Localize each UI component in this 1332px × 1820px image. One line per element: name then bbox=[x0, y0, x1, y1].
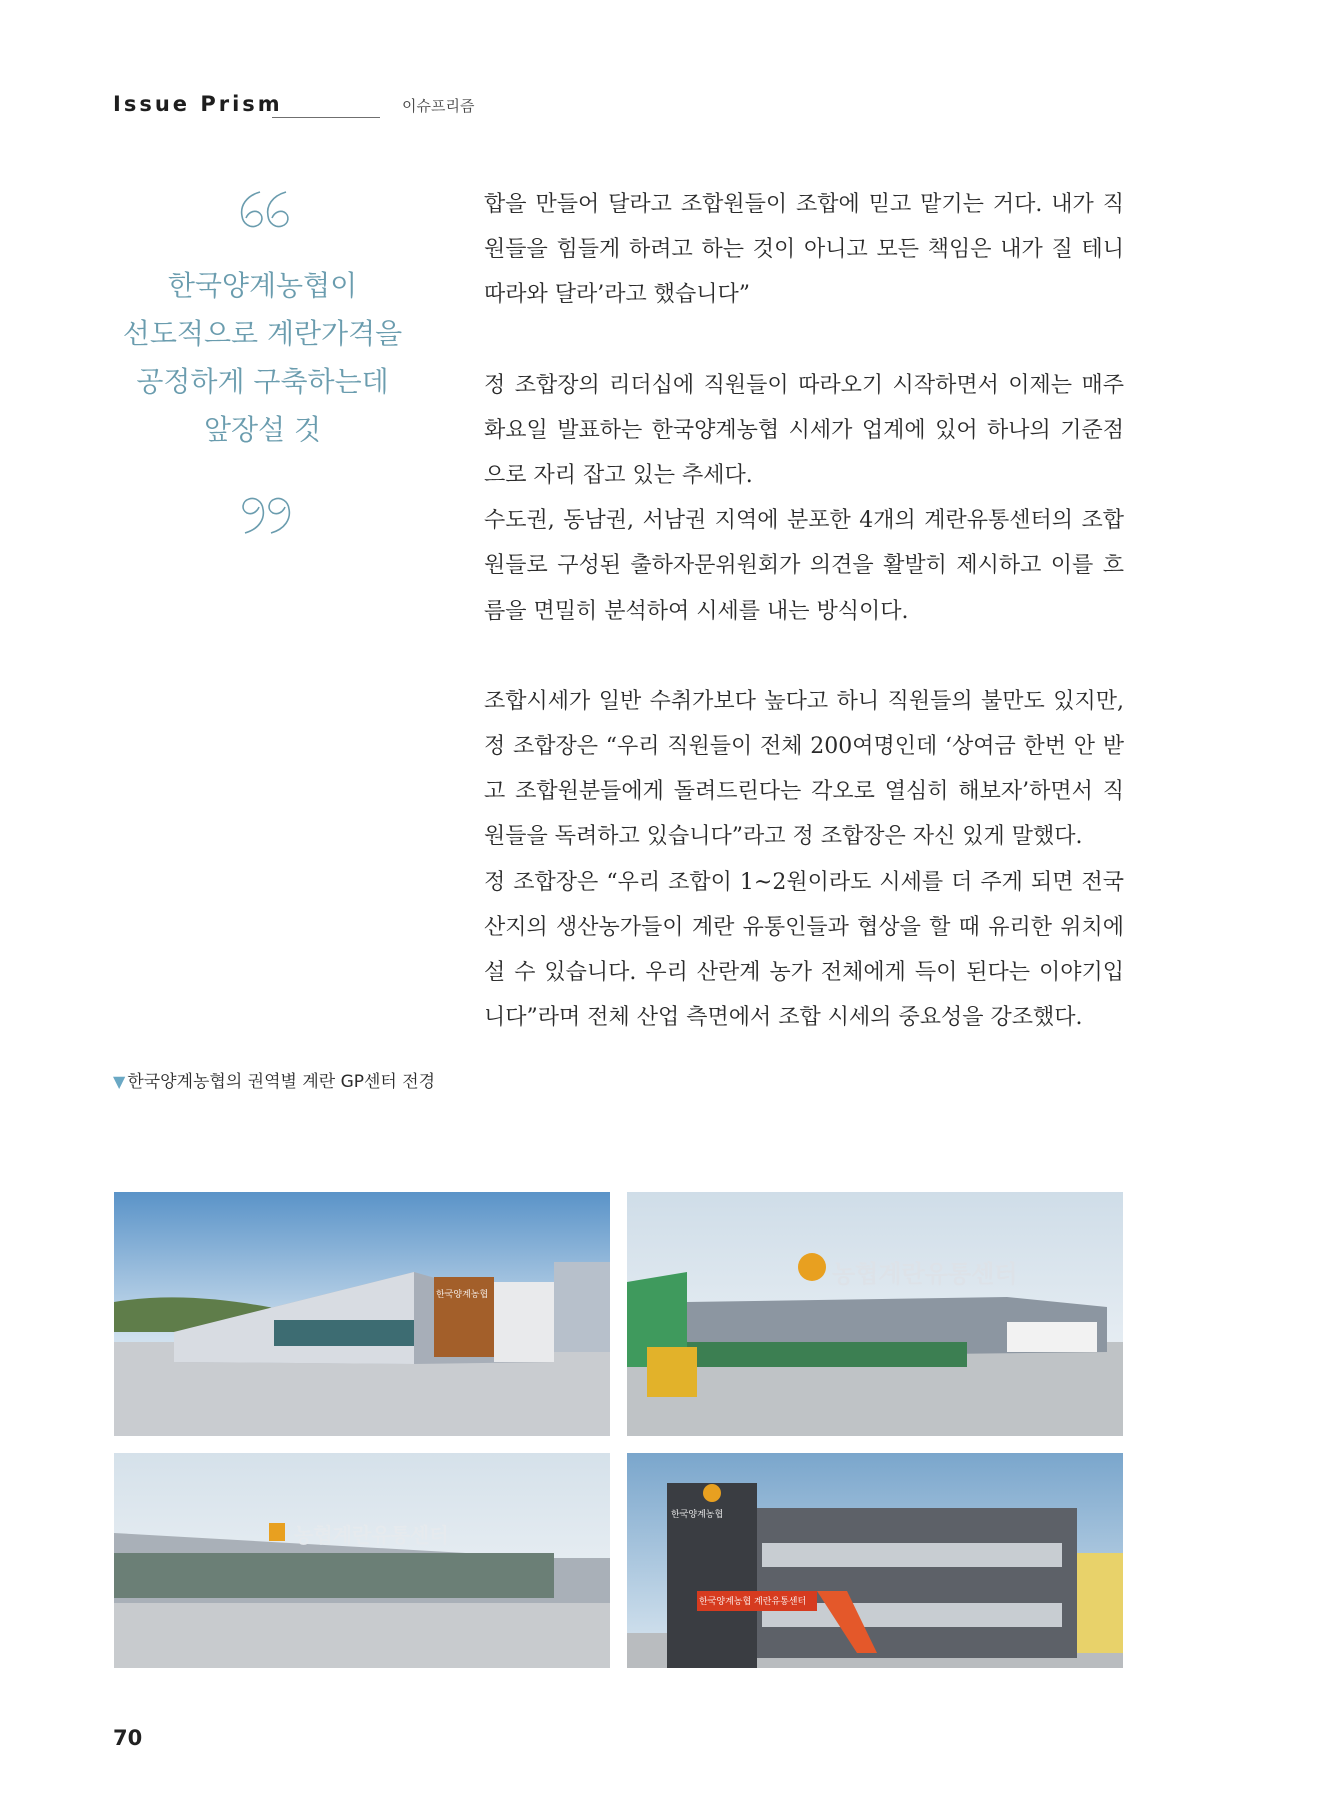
article-body bbox=[484, 182, 1124, 1040]
photo-caption bbox=[113, 1068, 443, 1096]
header-divider bbox=[272, 117, 380, 118]
section-title-ko: 이슈프리즘 bbox=[402, 97, 475, 115]
building-sign: 한국양계농협 bbox=[671, 1510, 724, 1520]
gp-center-photo-3 bbox=[114, 1453, 610, 1668]
pull-quote bbox=[100, 262, 425, 454]
building-sign: 농협계란유통센터 bbox=[294, 1523, 449, 1547]
gp-center-photo-4 bbox=[627, 1453, 1123, 1668]
caption-text: 한국양계농협의 권역별 계란 GP센터 전경 bbox=[127, 1072, 436, 1092]
page-number: 70 bbox=[113, 1726, 143, 1750]
pull-quote-line: 한국양계농협이 bbox=[167, 269, 358, 302]
building-sign: 한국양계농협 bbox=[436, 1290, 489, 1300]
paragraph: 조합시세가 일반 수취가보다 높다고 하니 직원들의 불만도 있지만, 정 조합장은 “우리 직원들이 전체 200여명인데 ‘상여금 한번 안 받고 조합원분들에게 돌려드린다는 각오로 열심히 해보자’하면서 직원들을 독려하고 있습니다”라고 정 조합장은 자신 있게 말했다. bbox=[484, 688, 1124, 850]
pull-quote-line: 선도적으로 계란가격을 bbox=[122, 317, 403, 350]
pull-quote-line: 공정하게 구축하는데 bbox=[136, 365, 389, 398]
gp-center-photo-1 bbox=[114, 1192, 610, 1436]
building-sign: 농협계란유통센터 bbox=[832, 1260, 1018, 1288]
paragraph: 합을 만들어 달라고 조합원들이 조합에 믿고 맡기는 거다. 내가 직원들을 힘들게 하려고 하는 것이 아니고 모든 책임은 내가 질 테니 따라와 달라’라고 했습니다” bbox=[484, 192, 1124, 308]
close-quote-icon bbox=[239, 493, 295, 537]
gp-center-photo-2 bbox=[627, 1192, 1123, 1436]
paragraph: 정 조합장의 리더십에 직원들이 따라오기 시작하면서 이제는 매주 화요일 발표하는 한국양계농협 시세가 업계에 있어 하나의 기준점으로 자리 잡고 있는 추세다. bbox=[484, 372, 1124, 489]
open-quote-icon bbox=[236, 188, 292, 232]
pull-quote-line: 앞장설 것 bbox=[203, 413, 322, 446]
section-title-en: Issue Prism bbox=[113, 92, 283, 116]
caption-marker-icon: ▼ bbox=[113, 1072, 126, 1091]
paragraph: 수도권, 동남권, 서남권 지역에 분포한 4개의 계란유통센터의 조합원들로 구성된 출하자문위원회가 의견을 활발히 제시하고 이를 흐름을 면밀히 분석하여 시세를 내는 방식이다. bbox=[484, 508, 1124, 624]
paragraph: 정 조합장은 “우리 조합이 1~2원이라도 시세를 더 주게 되면 전국 산지의 생산농가들이 계란 유통인들과 협상을 할 때 유리한 위치에 설 수 있습니다. 우리 산란계 농가 전체에게 득이 된다는 이야기입니다”라며 전체 산업 측면에서 조합 시세의 중요성을 강조했다. bbox=[484, 869, 1124, 1031]
building-banner: 한국양계농협 계란유통센터 bbox=[699, 1597, 807, 1607]
